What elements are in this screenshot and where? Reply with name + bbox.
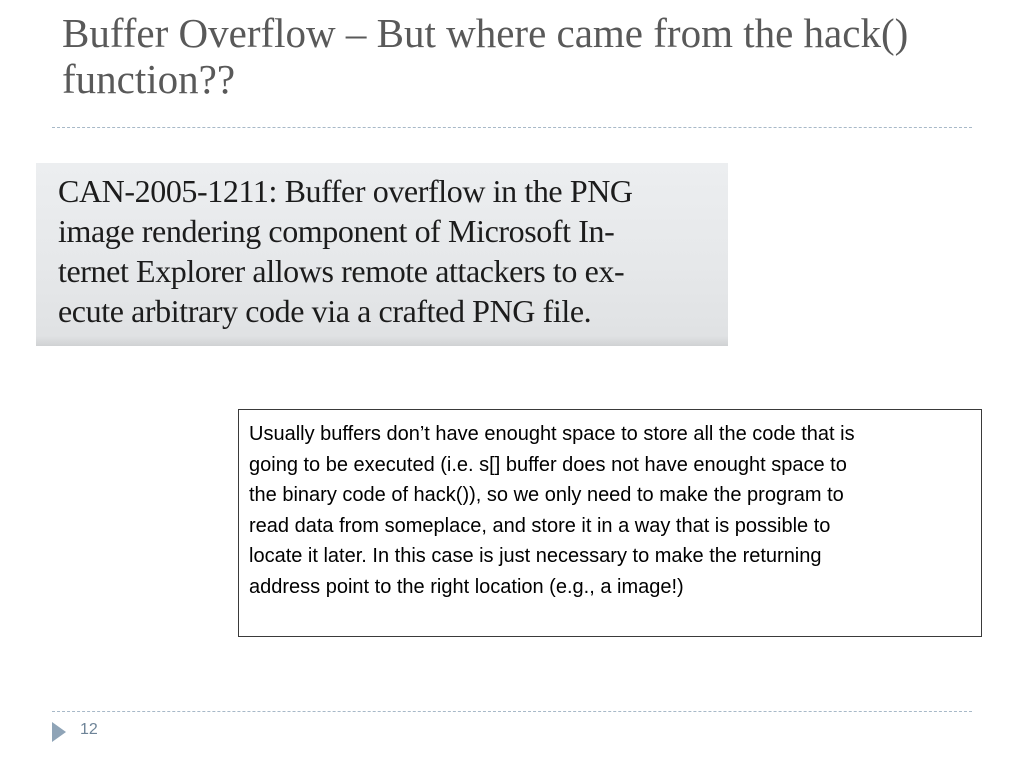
slide-title: Buffer Overflow – But where came from the hack() function?? [62,10,909,102]
explanation-text: Usually buffers don’t have enought space to store all the code that is going to be executed (i.e. s[] buffer does not have enought space to the binary code of hack()), so we only need to make the program to read data from someplace, and store it in a way that is possible to locate it later. In this case is just necessary to make the returning address point to the right location (e.g., a image!) [249,423,855,598]
footer-divider [52,711,972,712]
title-divider [52,127,972,128]
scanned-excerpt-text: CAN-2005-1211: Buffer overflow in the PNG image rendering component of Microsoft In- ternet Explorer allows remote attackers to ex- ecute arbitrary code via a crafted PNG file. [58,173,633,329]
explanation-textbox [238,409,982,637]
triangle-right-icon [52,722,66,742]
scanned-excerpt-image [36,163,728,346]
page-number: 12 [80,721,98,738]
